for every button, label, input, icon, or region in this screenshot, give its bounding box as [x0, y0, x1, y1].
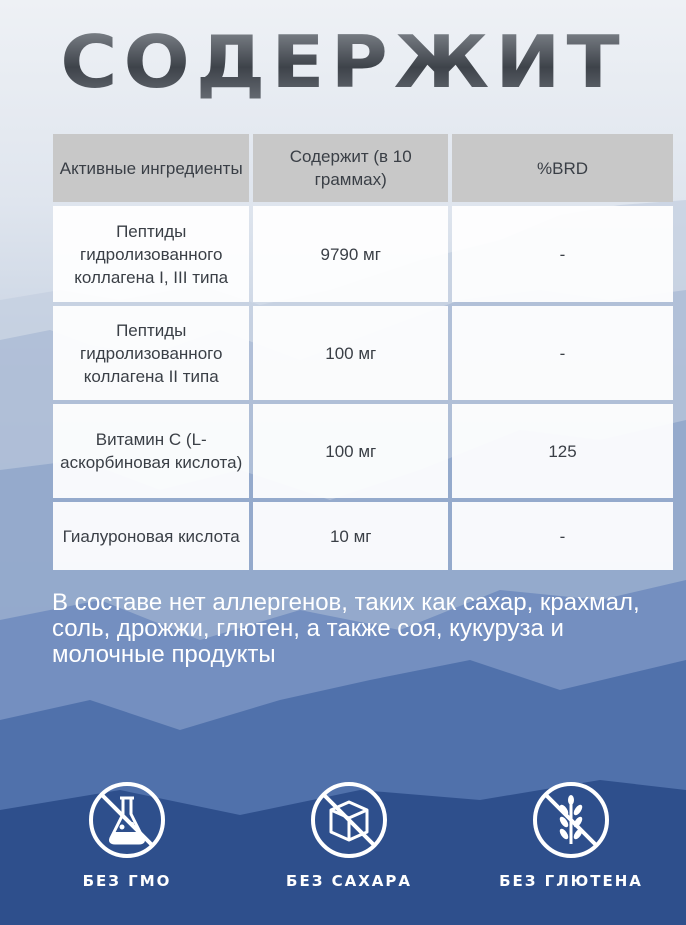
ingredient-amount: 9790 мг [253, 206, 448, 302]
ingredient-name: Пептиды гидролизованного коллагена II типа [53, 306, 249, 400]
badge-label: БЕЗ ГЛЮТЕНА [499, 872, 643, 890]
page-title: СОДЕРЖИТ [0, 22, 686, 105]
ingredient-name: Пептиды гидролизованного коллагена I, III типа [53, 206, 249, 302]
no-sugar-cube-icon [309, 780, 389, 860]
header-brd: %BRD [452, 134, 673, 202]
header-contains: Содержит (в 10 граммах) [253, 134, 448, 202]
ingredient-name: Витамин С (L-аскорбиновая кислота) [53, 404, 249, 498]
badge-no-sugar [264, 780, 434, 890]
table-row [53, 206, 673, 302]
badge-label: БЕЗ САХАРА [286, 872, 412, 890]
ingredient-brd: 125 [452, 404, 673, 498]
ingredients-table [49, 130, 677, 574]
allergen-note: В составе нет аллергенов, таких как сахар, крахмал, соль, дрожжи, глютен, а также соя, кукуруза и молочные продукты [52, 589, 640, 668]
table-row [53, 404, 673, 498]
ingredient-brd: - [452, 206, 673, 302]
ingredient-brd: - [452, 502, 673, 570]
ingredient-brd: - [452, 306, 673, 400]
ingredient-amount: 100 мг [253, 404, 448, 498]
table-header-row [53, 134, 673, 202]
ingredient-amount: 10 мг [253, 502, 448, 570]
badge-label: БЕЗ ГМО [82, 872, 172, 890]
no-gluten-wheat-icon [531, 780, 611, 860]
header-ingredients: Активные ингредиенты [53, 134, 249, 202]
table-row [53, 502, 673, 570]
ingredient-name: Гиалуроновая кислота [53, 502, 249, 570]
badge-no-gmo [42, 780, 212, 890]
table-row [53, 306, 673, 400]
ingredient-amount: 100 мг [253, 306, 448, 400]
no-gmo-flask-icon [87, 780, 167, 860]
badge-no-gluten [486, 780, 656, 890]
